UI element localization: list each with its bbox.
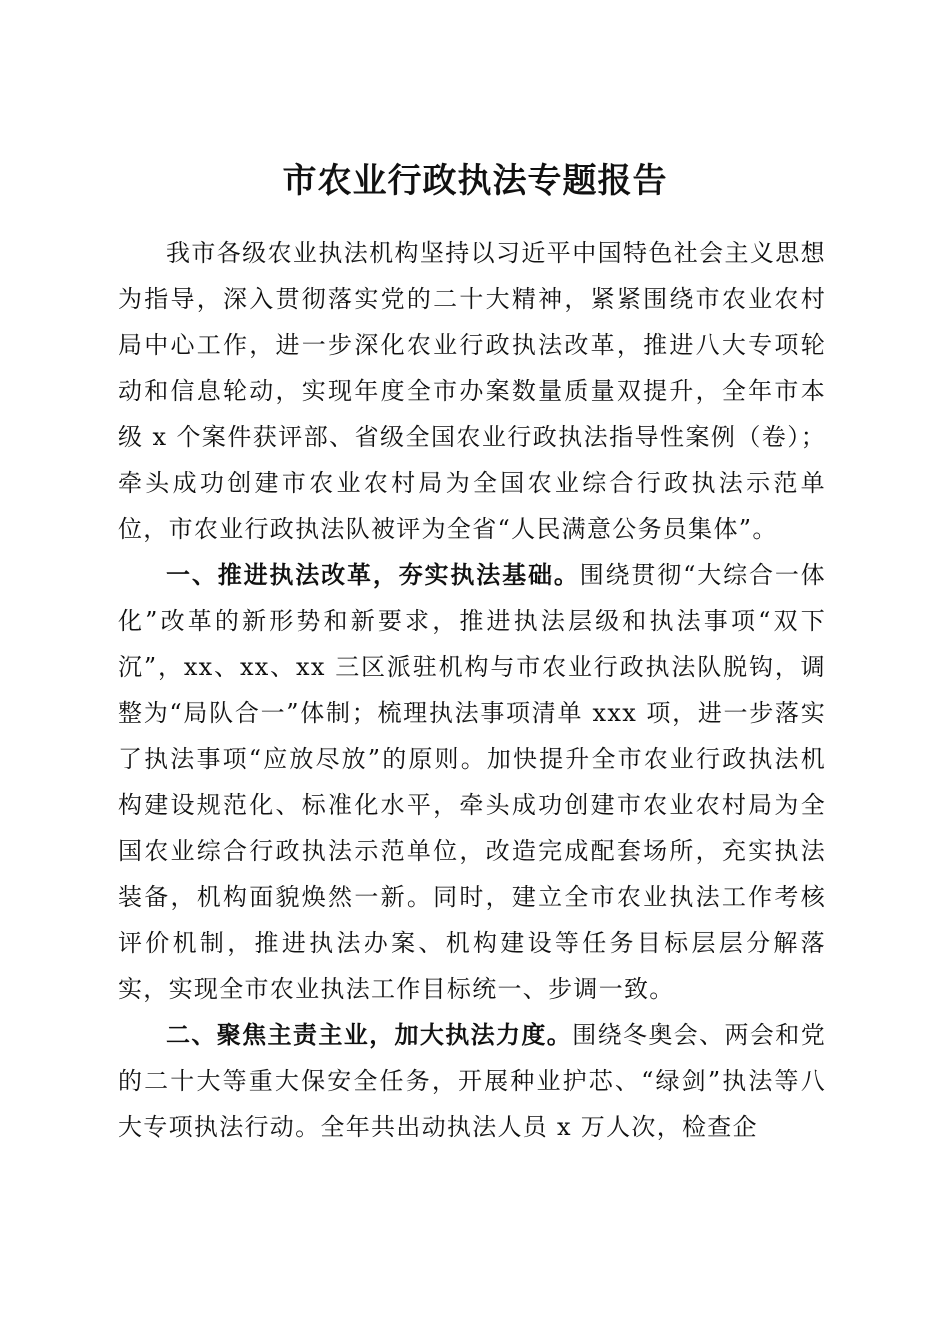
paragraph-text: 我市各级农业执法机构坚持以习近平中国特色社会主义思想为指导，深入贯彻落实党的二十大精神，紧紧围绕市农业农村局中心工作，进一步深化农业行政执法改革，推进八大专项轮动和信息轮动，实现年度全市办案数量质量双提升，全年市本级 x 个案件获评部、省级全国农业行政执法指导性案例（卷）；牵头成功创建市农业农村局为全国农业综合行政执法示范单位，市农业行政执法队被评为全省“人民满意公务员集体”。 (118, 239, 826, 543)
paragraph-text: 围绕冬奥会、两会和党的二十大等重大保安全任务，开展种业护芯、“绿剑”执法等八大专项执法行动。全年共出动执法人员 x 万人次，检查企 (118, 1021, 826, 1141)
paragraph-intro (118, 230, 826, 552)
document-body (118, 230, 826, 1150)
document-title: 市农业行政执法专题报告 (282, 160, 668, 201)
paragraph-section-1 (118, 552, 826, 1012)
section-heading: 一、推进执法改革，夯实执法基础。 (166, 560, 580, 589)
paragraph-text: 围绕贯彻“大综合一体化”改革的新形势和新要求，推进执法层级和执法事项“双下沉”，xx、xx、xx 三区派驻机构与市农业行政执法队脱钩，调整为“局队合一”体制；梳理执法事项清单 xxx 项，进一步落实了执法事项“应放尽放”的原则。加快提升全市农业行政执法机构建设规范化、标准化水平，牵头成功创建市农业农村局为全国农业综合行政执法示范单位，改造完成配套场所，充实执法装备，机构面貌焕然一新。同时，建立全市农业执法工作考核评价机制，推进执法办案、机构建设等任务目标层层分解落实，实现全市农业执法工作目标统一、步调一致。 (118, 561, 826, 1003)
paragraph-section-2 (118, 1012, 826, 1150)
section-heading: 二、聚焦主责主业，加大执法力度。 (166, 1020, 573, 1049)
